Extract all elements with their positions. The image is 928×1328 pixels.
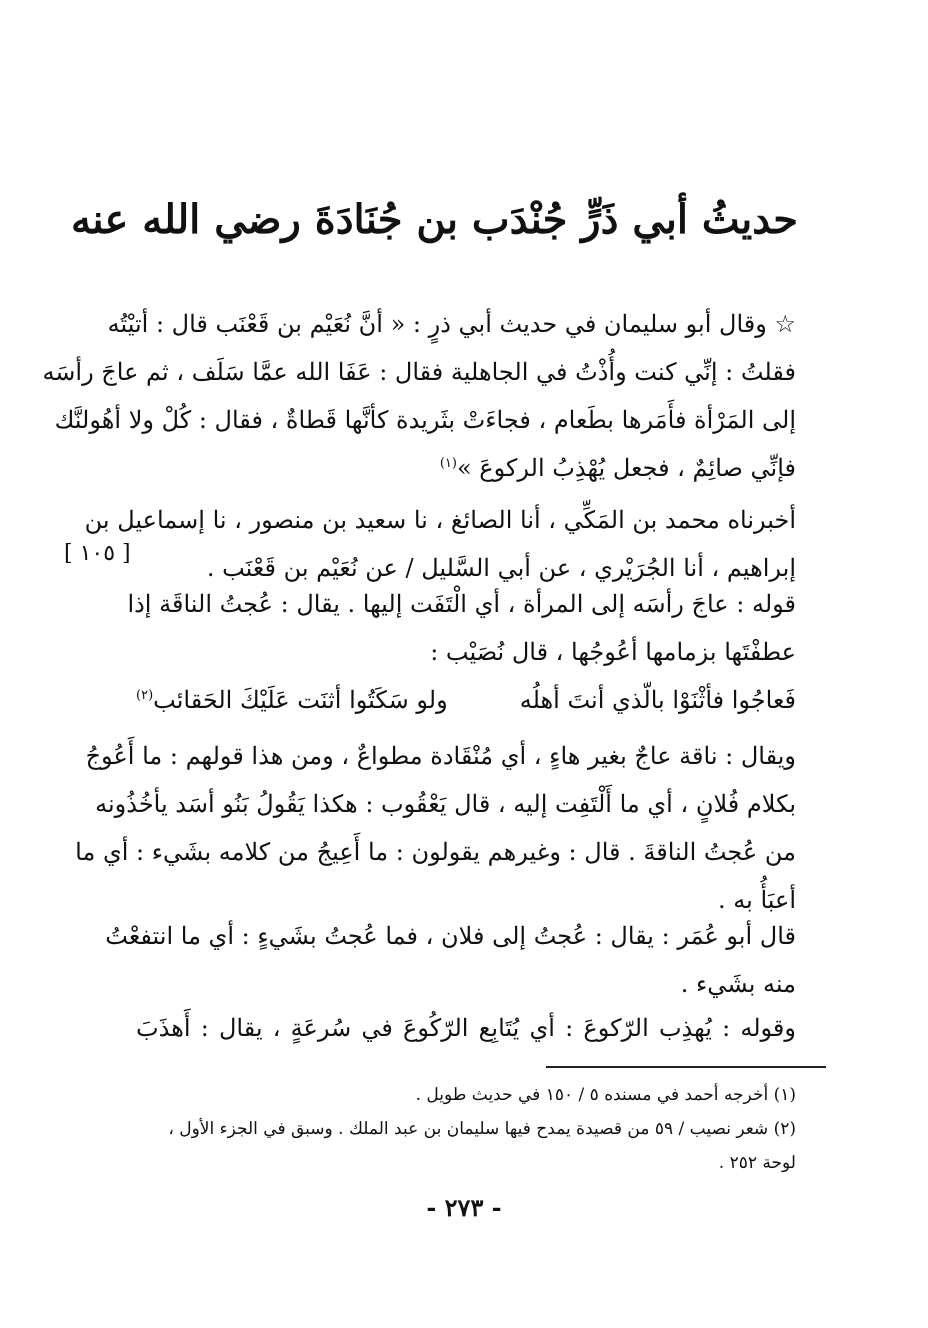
footnote-1: (١) أخرجه أحمد في مسنده ٥ / ١٥٠ في حديث طويل . — [415, 1085, 796, 1105]
text-line: منه بشَيء . — [680, 970, 796, 998]
poetry-verse — [136, 676, 796, 724]
paragraph-explanation — [75, 732, 796, 924]
text-line: عطفْتَها بزمامها أعُوجُها ، قال نُصَيْب : — [430, 638, 796, 666]
page-number: - ٢٧٣ - — [426, 1193, 502, 1222]
text-line: إلى المَرْأة فأَمَرها بطَعام ، فجاءَتْ بثَريدة كأنَّها قَطاةٌ ، فقال : كُلْ ولا أهُولنَّك — [54, 406, 796, 434]
text-line: أعبَأُ به . — [718, 886, 796, 914]
text-line — [136, 444, 796, 492]
text-line: ☆ وقال أبو سليمان في حديث أبي ذرٍ : « أنَّ نُعَيْم بن قَعْنَب قال : أتيْتُه — [107, 310, 796, 338]
text-line: أخبرناه محمد بن المَكِّي ، أنا الصائغ ، نا سعيد بن منصور ، نا إسماعيل بن — [84, 506, 796, 534]
text-line: قال أبو عُمَر : يقال : عُجتُ إلى فلان ، فما عُجتُ بشَيءٍ : أي ما انتفعْتُ — [105, 922, 796, 950]
footnote-ref-1: (١) — [439, 456, 457, 471]
paragraph-commentary — [127, 580, 796, 724]
paragraph-abu-umar — [105, 912, 796, 1008]
text-line: وقوله : يُهذِب الرّكوعَ : أي يُتَابِع الرّكُوعَ في سُرعَةٍ ، يقال : أَهذَبَ — [136, 1014, 796, 1042]
footnotes — [136, 1078, 796, 1180]
paragraph-yuhdhib — [136, 1004, 796, 1052]
text-line: من عُجتُ الناقةَ . قال : وغيرهم يقولون : ما أَعِيجُ من كلامه بشَيء : أي ما — [75, 838, 796, 866]
margin-folio-marker: [ ١٠٥ ] — [64, 541, 131, 566]
verse-first-hemistich: فَعاجُوا فأثْنَوْا بالّذي أنتَ أهلُه — [519, 686, 796, 714]
footnote-2: (٢) شعر نصيب / ٥٩ من قصيدة يمدح فيها سليمان بن عبد الملك . وسبق في الجزء الأول ، — [168, 1119, 796, 1139]
text-line: فقلتُ : إنِّي كنت وأُذْتُ في الجاهلية فقال : عَفَا الله عمَّا سَلَف ، ثم عاجَ رأسَه — [42, 358, 796, 386]
text-line-content: فإنِّي صائِمٌ ، فجعل يُهْذِبُ الركوعَ » — [456, 454, 796, 482]
verse-second-text: ولو سَكَتُوا أثنَت عَلَيْكَ الحَقائب — [153, 686, 448, 714]
text-line: قوله : عاجَ رأسَه إلى المرأة ، أي الْتَفَت إليها . يقال : عُجتُ الناقَة إذا — [127, 590, 796, 618]
text-line: بكلام فُلانٍ ، أي ما أَلْتَفِت إليه ، قال يَعْقُوب : هكذا يَقُولُ بَنُو أسَد يأخُذُونه — [95, 790, 796, 818]
page-title: حديثُ أبي ذَرٍّ جُنْدَب بن جُنَادَةَ رضي الله عنه — [70, 196, 798, 243]
footnote-separator — [546, 1066, 826, 1068]
footnote-ref-2: (٢) — [136, 688, 154, 703]
text-line: ويقال : ناقة عاجٌ بغير هاءٍ ، أي مُنْقَادة مطواعٌ ، ومن هذا قولهم : ما أَعُوجُ — [85, 742, 796, 770]
footnote-2-continued: لوحة ٢٥٢ . — [718, 1153, 796, 1173]
paragraph-hadith — [42, 300, 796, 492]
verse-second-hemistich — [136, 676, 448, 724]
text-line: إبراهيم ، أنا الجُرَيْري ، عن أبي السَّليل / عن نُعَيْم بن قَعْنَب . — [206, 554, 796, 582]
